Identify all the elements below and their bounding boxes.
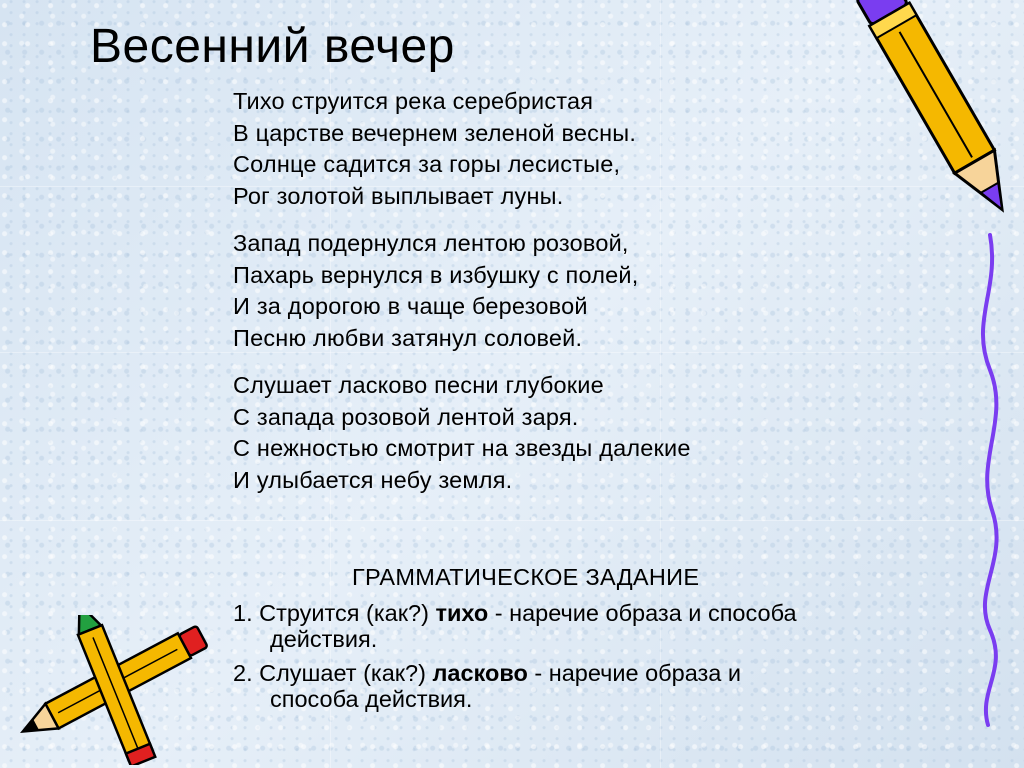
stanza [233, 86, 873, 212]
poem-line: Песню любви затянул соловей. [233, 324, 583, 351]
poem-line: Солнце садится за горы лесистые, [233, 151, 621, 177]
poem-line: И улыбается небу земля. [233, 466, 513, 493]
squiggle-line [960, 230, 1010, 730]
poem-line: В царстве вечернем зеленой весны. [233, 119, 637, 146]
poem-line: Запад подернулся лентою розовой, [233, 230, 629, 256]
pencil-icon [850, 0, 1010, 250]
poem [233, 86, 873, 512]
task-heading: ГРАММАТИЧЕСКОЕ ЗАДАНИЕ [352, 564, 700, 590]
pencil-icon [60, 615, 180, 765]
task-text: 1. Струится (как?) [233, 600, 436, 626]
poem-line: Пахарь вернулся в избушку с полей, [233, 261, 639, 288]
task-keyword: тихо [435, 600, 489, 626]
slide-title: Весенний вечер [90, 20, 455, 73]
poem-line: Слушает ласково песни глубокие [233, 372, 604, 398]
poem-line: Рог золотой выплывает луны. [233, 182, 564, 209]
poem-line: С нежностью смотрит на звезды далекие [233, 435, 691, 461]
task-text: - наречие образа и способа [488, 600, 797, 626]
stanza [233, 228, 873, 354]
background-seam [0, 520, 1024, 521]
task-text: - наречие образа и [527, 660, 742, 686]
poem-line: С запада розовой лентой заря. [233, 403, 579, 430]
task-item [233, 600, 933, 652]
poem-line: Тихо струится река серебристая [233, 88, 594, 114]
poem-line: И за дорогою в чаще березовой [233, 293, 588, 319]
task-text-continuation: действия. [270, 626, 378, 652]
task-item [233, 660, 933, 712]
stanza [233, 370, 873, 496]
task-keyword: ласково [432, 660, 528, 686]
task-text-continuation: способа действия. [270, 686, 473, 712]
task-text: 2. Слушает (как?) [233, 660, 433, 686]
